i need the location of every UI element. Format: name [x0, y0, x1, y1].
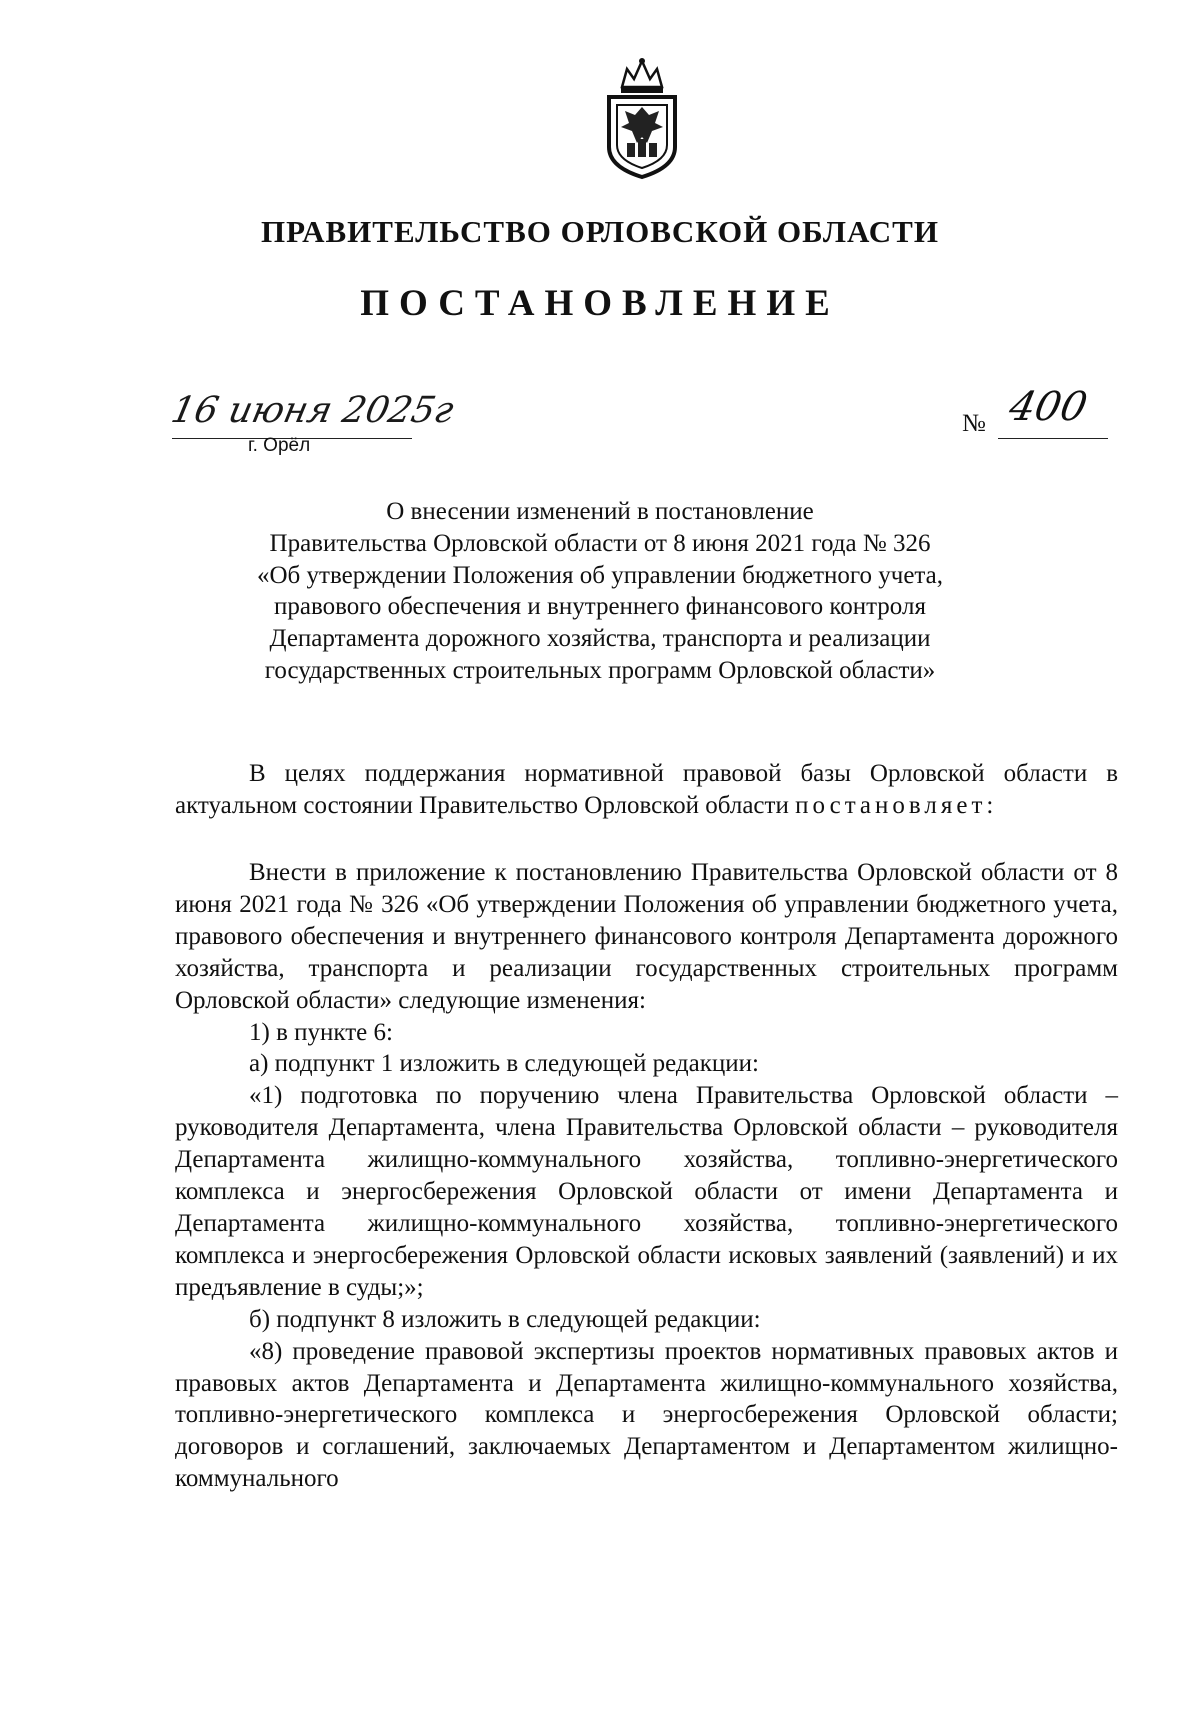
body-paragraph: б) подпункт 8 изложить в следующей редакции: — [249, 1305, 761, 1333]
preamble-text: В целях поддержания нормативной правовой базы Орловской области в актуальном состоянии Правительство Орловской области — [175, 760, 1118, 819]
number-underline — [998, 438, 1108, 439]
city-label: г. Орёл — [248, 435, 311, 456]
body-paragraph: «1) подготовка по поручению члена Правительства Орловской области – руководителя Департамента, члена Правительства Орловской области – руководителя Департамента жилищно-коммунального хозяйства, топливно-энергетического комплекса и энергосбережения Орловской области от имени Департамента и Департамента жилищно-коммунального хозяйства, топливно-энергетического комплекса и энергосбережения Орловской области исковых заявлений (заявлений) и их предъявление в суды;»; — [175, 1082, 1118, 1301]
government-title: ПРАВИТЕЛЬСТВО ОРЛОВСКОЙ ОБЛАСТИ — [261, 214, 939, 249]
subject-line: О внесении изменений в постановление — [386, 498, 814, 525]
subject-line: «Об утверждении Положения об управлении бюджетного учета, — [257, 561, 943, 589]
preamble-paragraph — [175, 758, 1118, 822]
body-paragraph: а) подпункт 1 изложить в следующей редакции: — [249, 1050, 759, 1078]
subject-line: Правительства Орловской области от 8 июня 2021 года № 326 — [269, 529, 931, 557]
handwritten-date: 16 июня 2025г — [167, 390, 458, 431]
handwritten-number: 400 — [1005, 384, 1092, 430]
subject-line: государственных строительных программ Орловской области» — [264, 656, 936, 684]
resolves-keyword: постановляет: — [795, 791, 998, 819]
body-paragraph: «8) проведение правовой экспертизы проектов нормативных правовых актов и правовых актов Департамента и Департамента жилищно-коммунального хозяйства, топливно-энергетического комплекса и энергосбережения Орловской области; договоров и соглашений, заключаемых Департаментом и Департаментом жилищно-коммунального — [175, 1337, 1118, 1493]
subject-line: правового обеспечения и внутреннего финансового контроля — [274, 593, 926, 621]
preamble — [175, 758, 1118, 822]
body-paragraph: 1) в пункте 6: — [249, 1018, 393, 1046]
body-paragraph: Внести в приложение к постановлению Правительства Орловской области от 8 июня 2021 года № 326 «Об утверждении Положения об управлении бюджетного учета, правового обеспечения и внутреннего финансового контроля Департамента дорожного хозяйства, транспорта и реализации государственных строительных программ Орловской области» следующие изменения: — [175, 859, 1118, 1014]
number-label: № — [962, 410, 986, 437]
coat-of-arms-emblem — [597, 55, 687, 180]
document-subject — [150, 496, 1050, 687]
subject-line: Департамента дорожного хозяйства, транспорта и реализации — [269, 625, 931, 653]
resolution-body — [175, 857, 1118, 1495]
document-type-title: ПОСТАНОВЛЕНИЕ — [360, 283, 840, 324]
